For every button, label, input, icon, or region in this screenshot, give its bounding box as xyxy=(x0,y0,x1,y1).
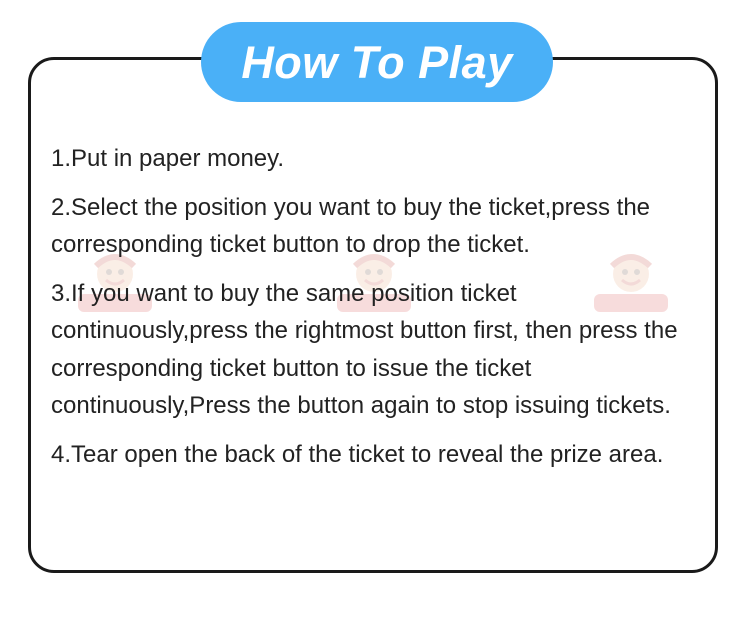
instruction-steps-list xyxy=(51,140,706,484)
page-title: How To Play xyxy=(241,36,513,88)
title-banner xyxy=(201,22,553,102)
instruction-step-4: 4.Tear open the back of the ticket to reveal the prize area. xyxy=(51,440,664,468)
instruction-step-1: 1.Put in paper money. xyxy=(51,145,285,172)
instruction-step-2: 2.Select the position you want to buy the ticket,press the corresponding ticket button to drop the ticket. xyxy=(51,193,651,258)
instruction-step-3: 3.If you want to buy the same position ticket continuously,press the rightmost button first, then press the corresponding ticket button to issue the ticket continuously,Press the button again to stop issuing tickets. xyxy=(51,279,678,419)
